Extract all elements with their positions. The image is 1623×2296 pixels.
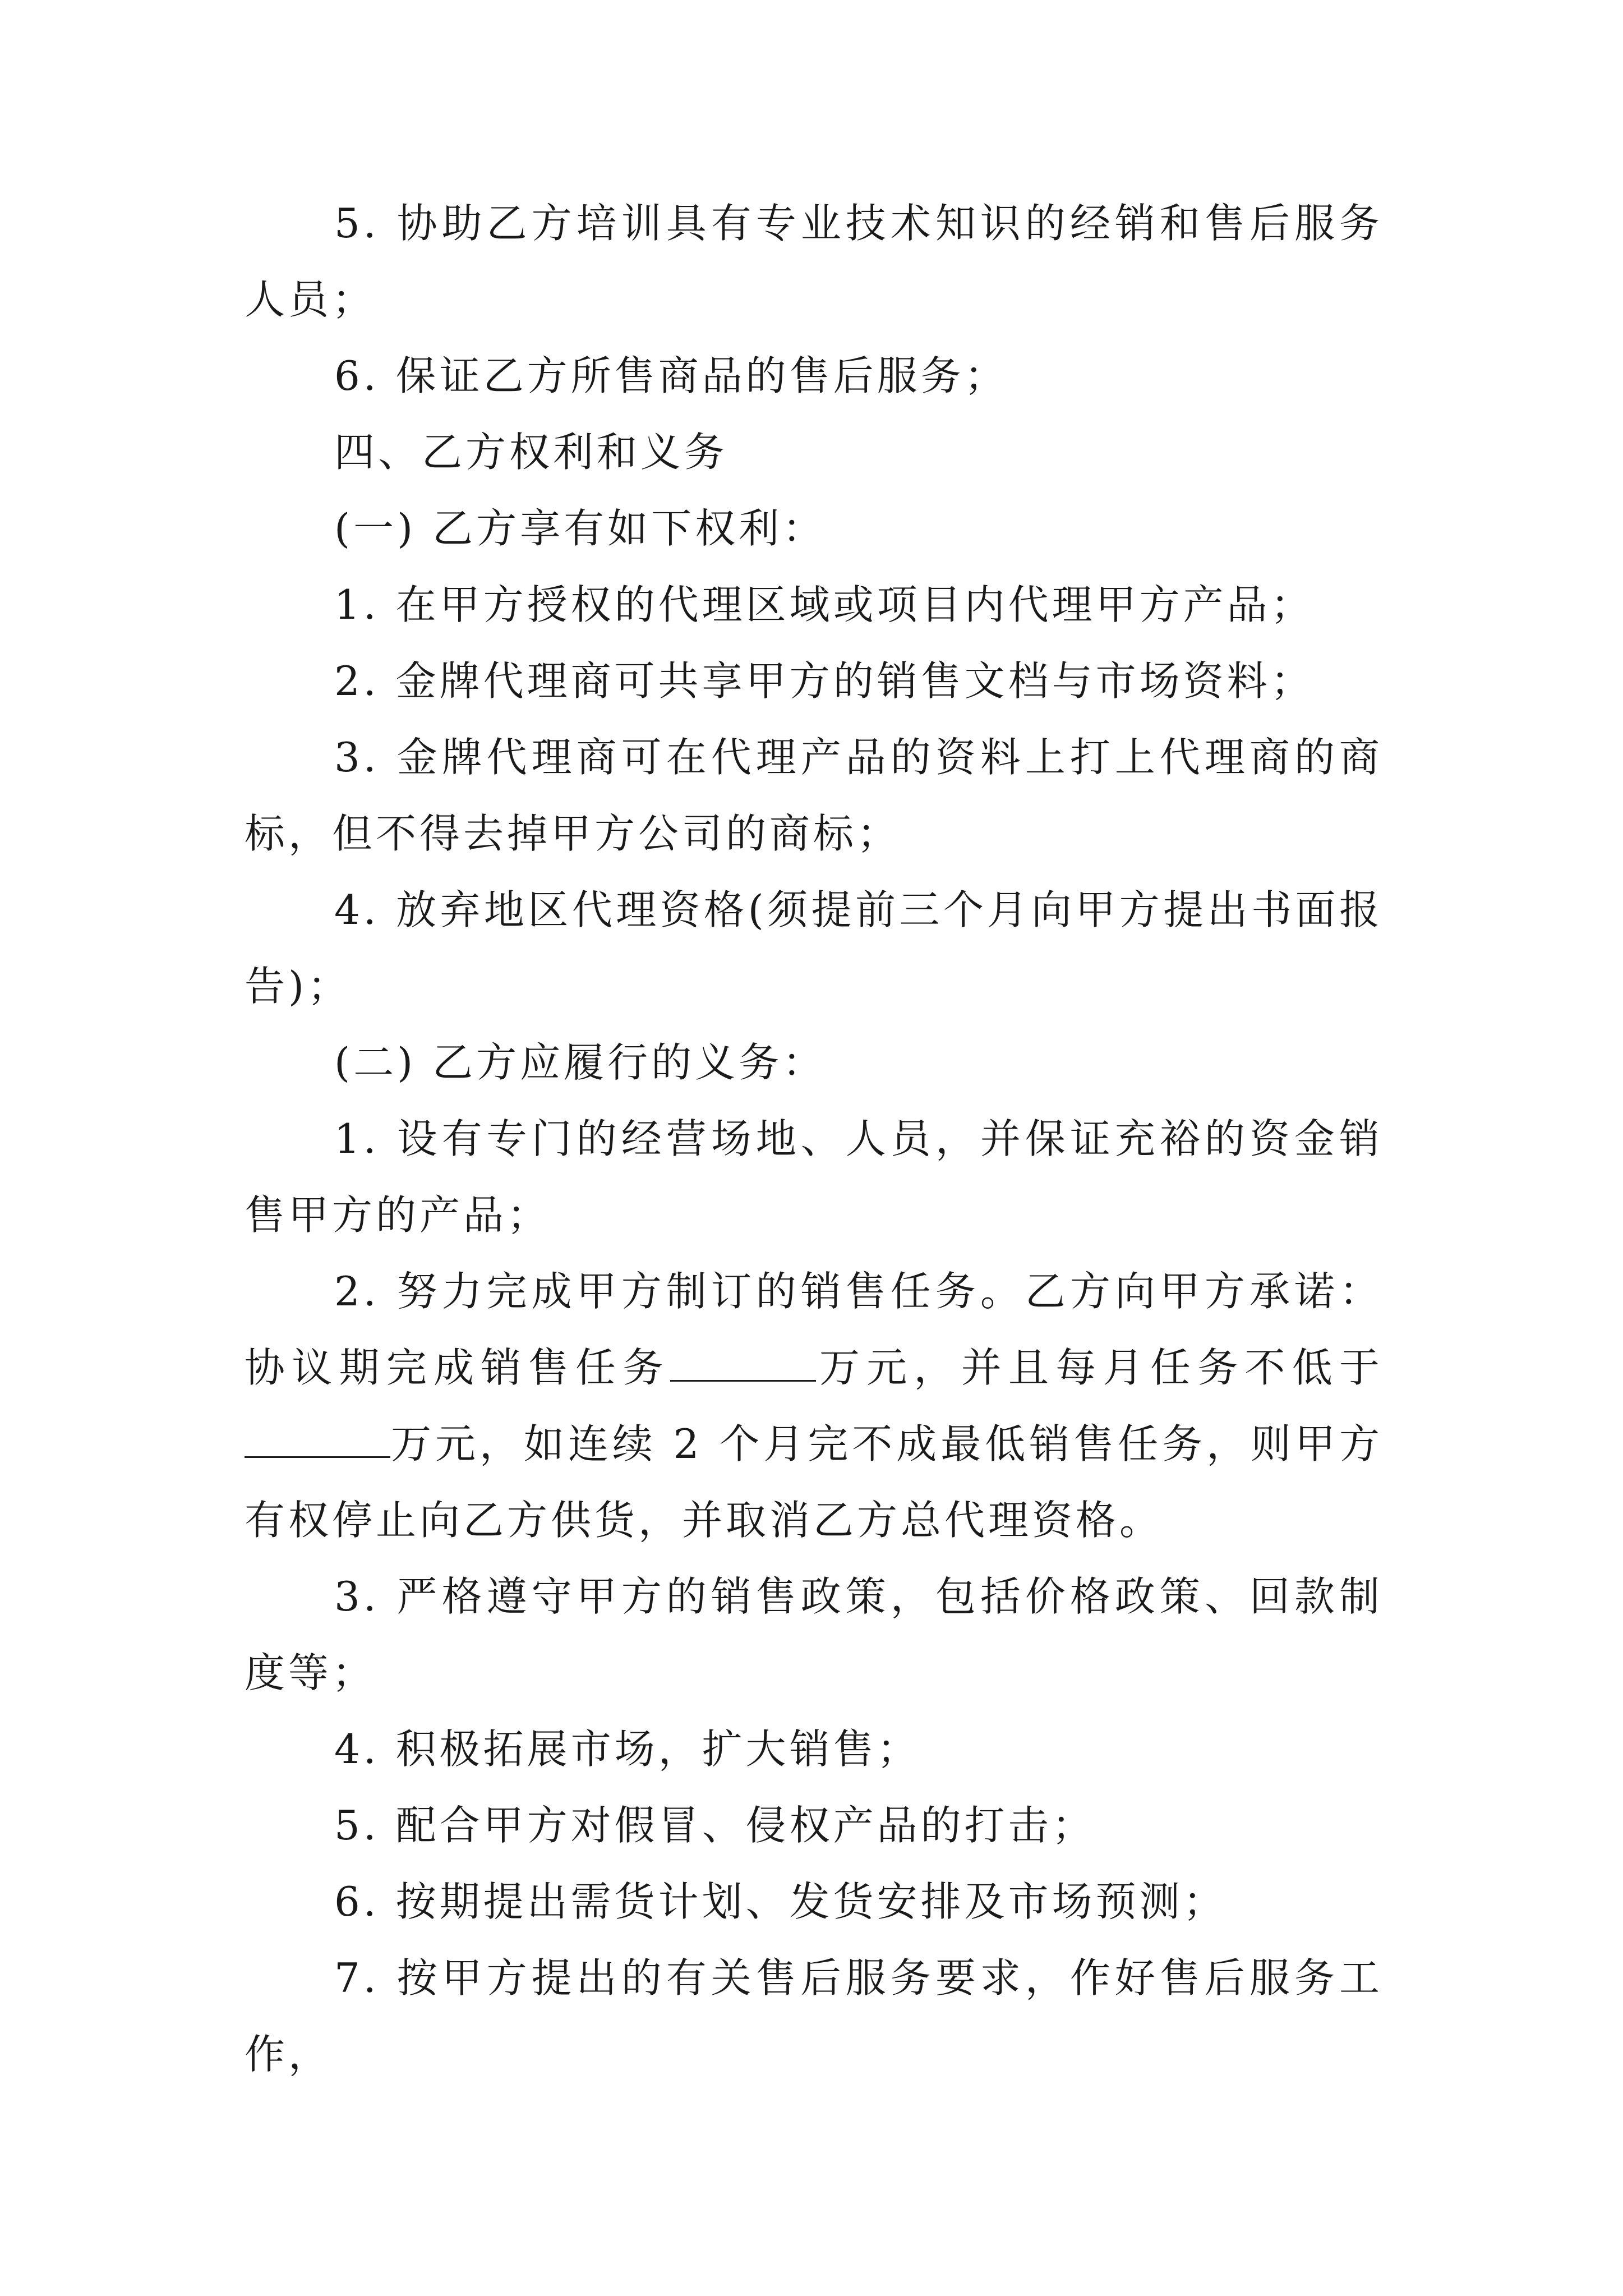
paragraph-right-1: 1. 在甲方授权的代理区域或项目内代理甲方产品； [334, 581, 1315, 628]
document-body [245, 185, 1383, 2092]
paragraph-training: 5. 协助乙方培训具有专业技术知识的经销和售后服务人员； [245, 200, 1383, 323]
paragraph-duty-7: 7. 按甲方提出的有关售后服务要求，作好售后服务工作， [245, 1954, 1383, 2078]
subsection-heading-duties: (二) 乙方应履行的义务： [334, 1039, 827, 1086]
paragraph-duty-4: 4. 积极拓展市场，扩大销售； [334, 1726, 921, 1773]
paragraph-duty-6: 6. 按期提出需货计划、发货安排及市场预测； [334, 1878, 1227, 1925]
paragraph-duty-5: 5. 配合甲方对假冒、侵权产品的打击； [334, 1802, 1096, 1849]
paragraph-right-4: 4. 放弃地区代理资格(须提前三个月向甲方提出书面报告)； [245, 886, 1383, 1010]
paragraph-right-3: 3. 金牌代理商可在代理产品的资料上打上代理商的商标，但不得去掉甲方公司的商标； [245, 734, 1383, 857]
paragraph-after-sales: 6. 保证乙方所售商品的售后服务； [334, 352, 1008, 399]
paragraph-duty-3: 3. 严格遵守甲方的销售政策，包括价格政策、回款制度等； [245, 1573, 1383, 1696]
blank-monthly-target[interactable] [245, 1424, 390, 1458]
subsection-heading-rights: (一) 乙方享有如下权利： [334, 505, 827, 552]
duty-2-text-middle: 万元，并且每月任务不低于 [815, 1344, 1383, 1391]
section-heading-rights-duties: 四、乙方权利和义务 [334, 429, 728, 476]
duty-2-text-end: 万元，如连续 2 个月完不成最低销售任务，则甲方有权停止向乙方供货，并取消乙方总代理资格。 [245, 1420, 1383, 1544]
blank-total-target[interactable] [670, 1347, 816, 1382]
paragraph-duty-1: 1. 设有专门的经营场地、人员，并保证充裕的资金销售甲方的产品； [245, 1115, 1383, 1239]
paragraph-duty-2 [245, 1253, 1383, 1558]
duty-2-text-start: 2. 努力完成甲方制订的销售任务。乙方向甲方承诺：协议期完成销售任务 [245, 1268, 1383, 1391]
paragraph-right-2: 2. 金牌代理商可共享甲方的销售文档与市场资料； [334, 657, 1315, 705]
